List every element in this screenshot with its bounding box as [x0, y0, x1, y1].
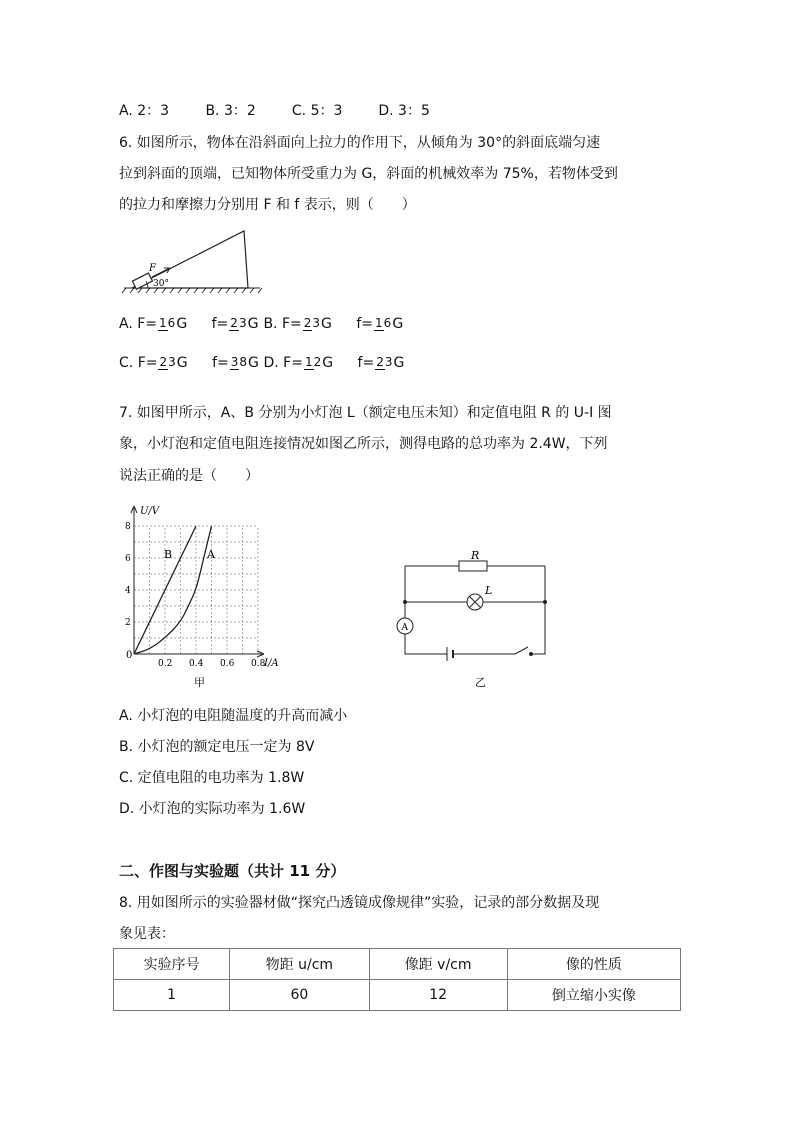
- q5-options: [119, 101, 430, 121]
- y-tick-label: 6: [125, 554, 131, 564]
- resistor: [459, 561, 487, 571]
- block-on-incline: [132, 273, 152, 289]
- table-header: 像距 v/cm: [369, 949, 507, 980]
- resistor-label: R: [471, 549, 480, 562]
- series-a-label: A: [207, 548, 215, 561]
- ground-hatching: [122, 288, 262, 293]
- y-axis-label: U/V: [140, 506, 160, 517]
- q5-option-a: A. 2：3: [119, 103, 170, 119]
- q7-option-d: D. 小灯泡的实际功率为 1.6W: [119, 801, 306, 817]
- q8-line-1: 8. 用如图所示的实验器材做“探究凸透镜成像规律”实验，记录的部分数据及现: [119, 895, 600, 911]
- q6-option-c: C. F= 23G f= 38G: [119, 355, 259, 371]
- table-row: [114, 980, 681, 1011]
- angle-label: 30°: [153, 279, 169, 289]
- x-tick-label: 0.4: [189, 659, 204, 669]
- table-cell: 12: [369, 980, 507, 1011]
- y-tick-labels: [125, 522, 131, 628]
- section-heading: 二、作图与实验题（共计 11 分）: [119, 862, 346, 880]
- lamp-label: L: [485, 584, 493, 597]
- q5-option-d: D. 3：5: [378, 103, 430, 119]
- x-tick-label: 0.6: [220, 659, 235, 669]
- table-header-row: [114, 949, 681, 980]
- y-tick-label: 2: [125, 618, 131, 628]
- q7-option-c: C. 定值电阻的电功率为 1.8W: [119, 770, 305, 786]
- table-cell: 1: [114, 980, 230, 1011]
- switch-lever: [515, 647, 528, 654]
- q7-line-3: 说法正确的是（ ）: [119, 468, 259, 484]
- ui-graph: [112, 502, 282, 692]
- q6-options-row-1: [119, 314, 403, 340]
- circuit-caption: 乙: [475, 676, 486, 689]
- x-tick-label: 0.2: [158, 659, 173, 669]
- q6-line-2: 拉到斜面的顶端，已知物体所受重力为 G，斜面的机械效率为 75%，若物体受到: [119, 166, 618, 182]
- q7-line-2: 象，小灯泡和定值电阻连接情况如图乙所示，测得电路的总功率为 2.4W，下列: [119, 436, 608, 452]
- switch-contact: [530, 653, 533, 656]
- bottom-wire-left: [405, 636, 447, 654]
- junction-right: [543, 600, 547, 604]
- table-cell: 60: [230, 980, 369, 1011]
- junction-left: [403, 600, 407, 604]
- series-b-label: B: [164, 548, 173, 561]
- y-tick-label: 4: [125, 586, 131, 596]
- table-header: 物距 u/cm: [230, 949, 369, 980]
- q8-line-2: 象见表：: [119, 926, 175, 942]
- x-tick-labels: [158, 659, 266, 669]
- y-tick-label: 8: [125, 522, 131, 532]
- incline-figure: [122, 228, 262, 296]
- q5-option-c: C. 5：3: [291, 103, 343, 119]
- q6-line-1: 6. 如图所示，物体在沿斜面向上拉力的作用下，从倾角为 30°的斜面底端匀速: [119, 135, 601, 151]
- table-cell: 倒立缩小实像: [507, 980, 680, 1011]
- circuit-diagram: [395, 548, 555, 688]
- q7-line-1: 7. 如图甲所示，A、B 分别为小灯泡 L（额定电压未知）和定值电阻 R 的 U-I 图: [119, 405, 612, 421]
- x-axis-label: I/A: [264, 658, 279, 669]
- q5-option-b: B. 3：2: [205, 103, 256, 119]
- right-wire: [531, 566, 545, 654]
- ammeter-label: A: [401, 623, 408, 633]
- origin-label: 0: [126, 650, 133, 661]
- q6-option-d: D. F= 12G f= 23G: [263, 355, 405, 371]
- table-header: 像的性质: [507, 949, 680, 980]
- top-wire: [405, 566, 459, 648]
- force-label: F: [149, 263, 156, 274]
- q6-line-3: 的拉力和摩擦力分别用 F 和 f 表示，则（ ）: [119, 197, 416, 213]
- x-tick-label: 0.8: [251, 659, 266, 669]
- q6-options-row-2: [119, 353, 404, 379]
- graph-caption: 甲: [194, 676, 205, 689]
- q6-option-a: A. F= 16G f= 23G: [119, 316, 259, 332]
- q7-option-a: A. 小灯泡的电阻随温度的升高而减小: [119, 708, 348, 724]
- table-header: 实验序号: [114, 949, 230, 980]
- experiment-table: [113, 948, 681, 1011]
- q6-option-b: B. F= 23G f= 16G: [263, 316, 404, 332]
- q7-option-b: B. 小灯泡的额定电压一定为 8V: [119, 739, 315, 755]
